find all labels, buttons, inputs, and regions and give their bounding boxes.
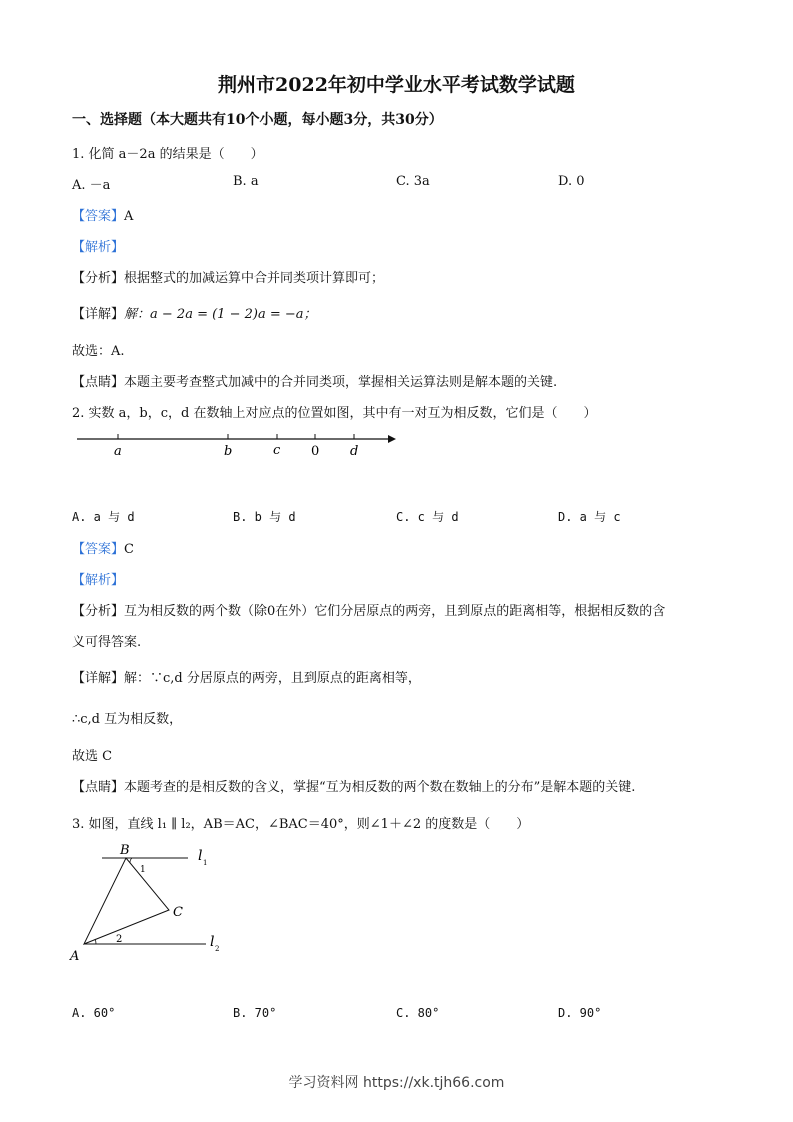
detail-tag: 【详解】 [72,671,125,686]
comment-tag: 【点睛】 [72,375,125,390]
q2-option-a: A. a 与 d [72,510,135,524]
q2-fenxi [72,600,665,619]
section-heading: 一、选择题（本大题共有10个小题，每小题3分，共30分） [72,112,443,128]
q1-detail [72,303,317,322]
q3-option-a: A. 60° [72,1006,116,1020]
label-angle1: 1 [140,865,146,875]
q2-option-c: C. c 与 d [396,510,459,524]
label-l2: l [210,934,215,950]
angle1-arc [130,858,132,863]
q2-therefore: ∴c,d 互为相反数， [72,712,183,727]
triangle-abc [84,858,169,944]
q1-option-c: C. 3a [396,174,430,189]
q1-comment-text: 本题主要考查整式加减中的合并同类项，掌握相关运算法则是解本题的关键. [124,375,558,390]
q1-option-d: D. 0 [558,174,585,189]
q2-choose: 故选 C [72,749,113,764]
label-C: C [173,905,183,920]
q1-detail-text: 解：a − 2a = (1 − 2)a = −a； [124,307,317,322]
q3-option-b: B. 70° [233,1006,277,1020]
q1-comment [72,371,557,390]
label-l1: l [198,848,203,864]
label-c: c [273,443,281,458]
label-0: 0 [311,444,320,459]
q3-stem: 3. 如图，直线 l₁ ∥ l₂，AB＝AC，∠BAC＝40°，则∠1＋∠2 的度数是（ ） [72,817,530,832]
q1-stem: 1. 化简 a－2a 的结果是（ ） [72,147,264,162]
q1-fenxi-text: 根据整式的加减运算中合并同类项计算即可； [124,271,385,286]
number-line-arrow [388,435,396,443]
q2-analysis-tag: 【解析】 [72,573,125,588]
q2-option-b: B. b 与 d [233,510,296,524]
triangle-figure [66,838,236,966]
q1-fenxi [72,267,384,286]
q1-analysis-tag: 【解析】 [72,240,125,255]
label-l2-sub: 2 [215,945,220,953]
q2-answer-line [72,538,134,557]
q2-detail [72,667,421,686]
q3-option-c: C. 80° [396,1006,440,1020]
q1-option-b: B. a [233,174,259,189]
label-l1-sub: 1 [203,859,208,867]
q2-option-d: D. a 与 c [558,510,621,524]
page-title: 荆州市2022年初中学业水平考试数学试题 [218,74,575,96]
answer-tag: 【答案】 [72,209,125,224]
detail-tag: 【详解】 [72,307,125,322]
q2-comment [72,776,635,795]
footer-watermark: 学习资料网 https://xk.tjh66.com [288,1075,505,1091]
q1-choose: 故选：A. [72,344,125,359]
q2-answer: C [124,542,134,557]
comment-tag: 【点睛】 [72,780,125,795]
q3-option-d: D. 90° [558,1006,602,1020]
q1-answer: A [124,209,134,224]
q2-comment-text: 本题考查的是相反数的含义，掌握“互为相反数的两个数在数轴上的分布”是解本题的关键. [124,780,636,795]
q1-answer-line [72,205,133,224]
label-d: d [350,444,359,459]
number-line-figure [72,430,402,460]
q2-fenxi-line1: 互为相反数的两个数（除0在外）它们分居原点的两旁，且到原点的距离相等，根据相反数的含 [124,604,666,619]
label-angle2: 2 [116,934,123,945]
label-a: a [114,444,122,459]
fenxi-tag: 【分析】 [72,271,125,286]
q2-fenxi-line2: 义可得答案. [72,635,142,650]
q2-detail-text: 解：∵c,d 分居原点的两旁，且到原点的距离相等， [124,671,421,686]
fenxi-tag: 【分析】 [72,604,125,619]
label-B: B [120,843,130,858]
label-b: b [224,444,233,459]
q2-stem: 2. 实数 a，b，c，d 在数轴上对应点的位置如图，其中有一对互为相反数，它们是（ ） [72,406,597,421]
q1-option-a: A. －a [72,178,111,193]
label-A: A [70,949,80,964]
answer-tag: 【答案】 [72,542,125,557]
